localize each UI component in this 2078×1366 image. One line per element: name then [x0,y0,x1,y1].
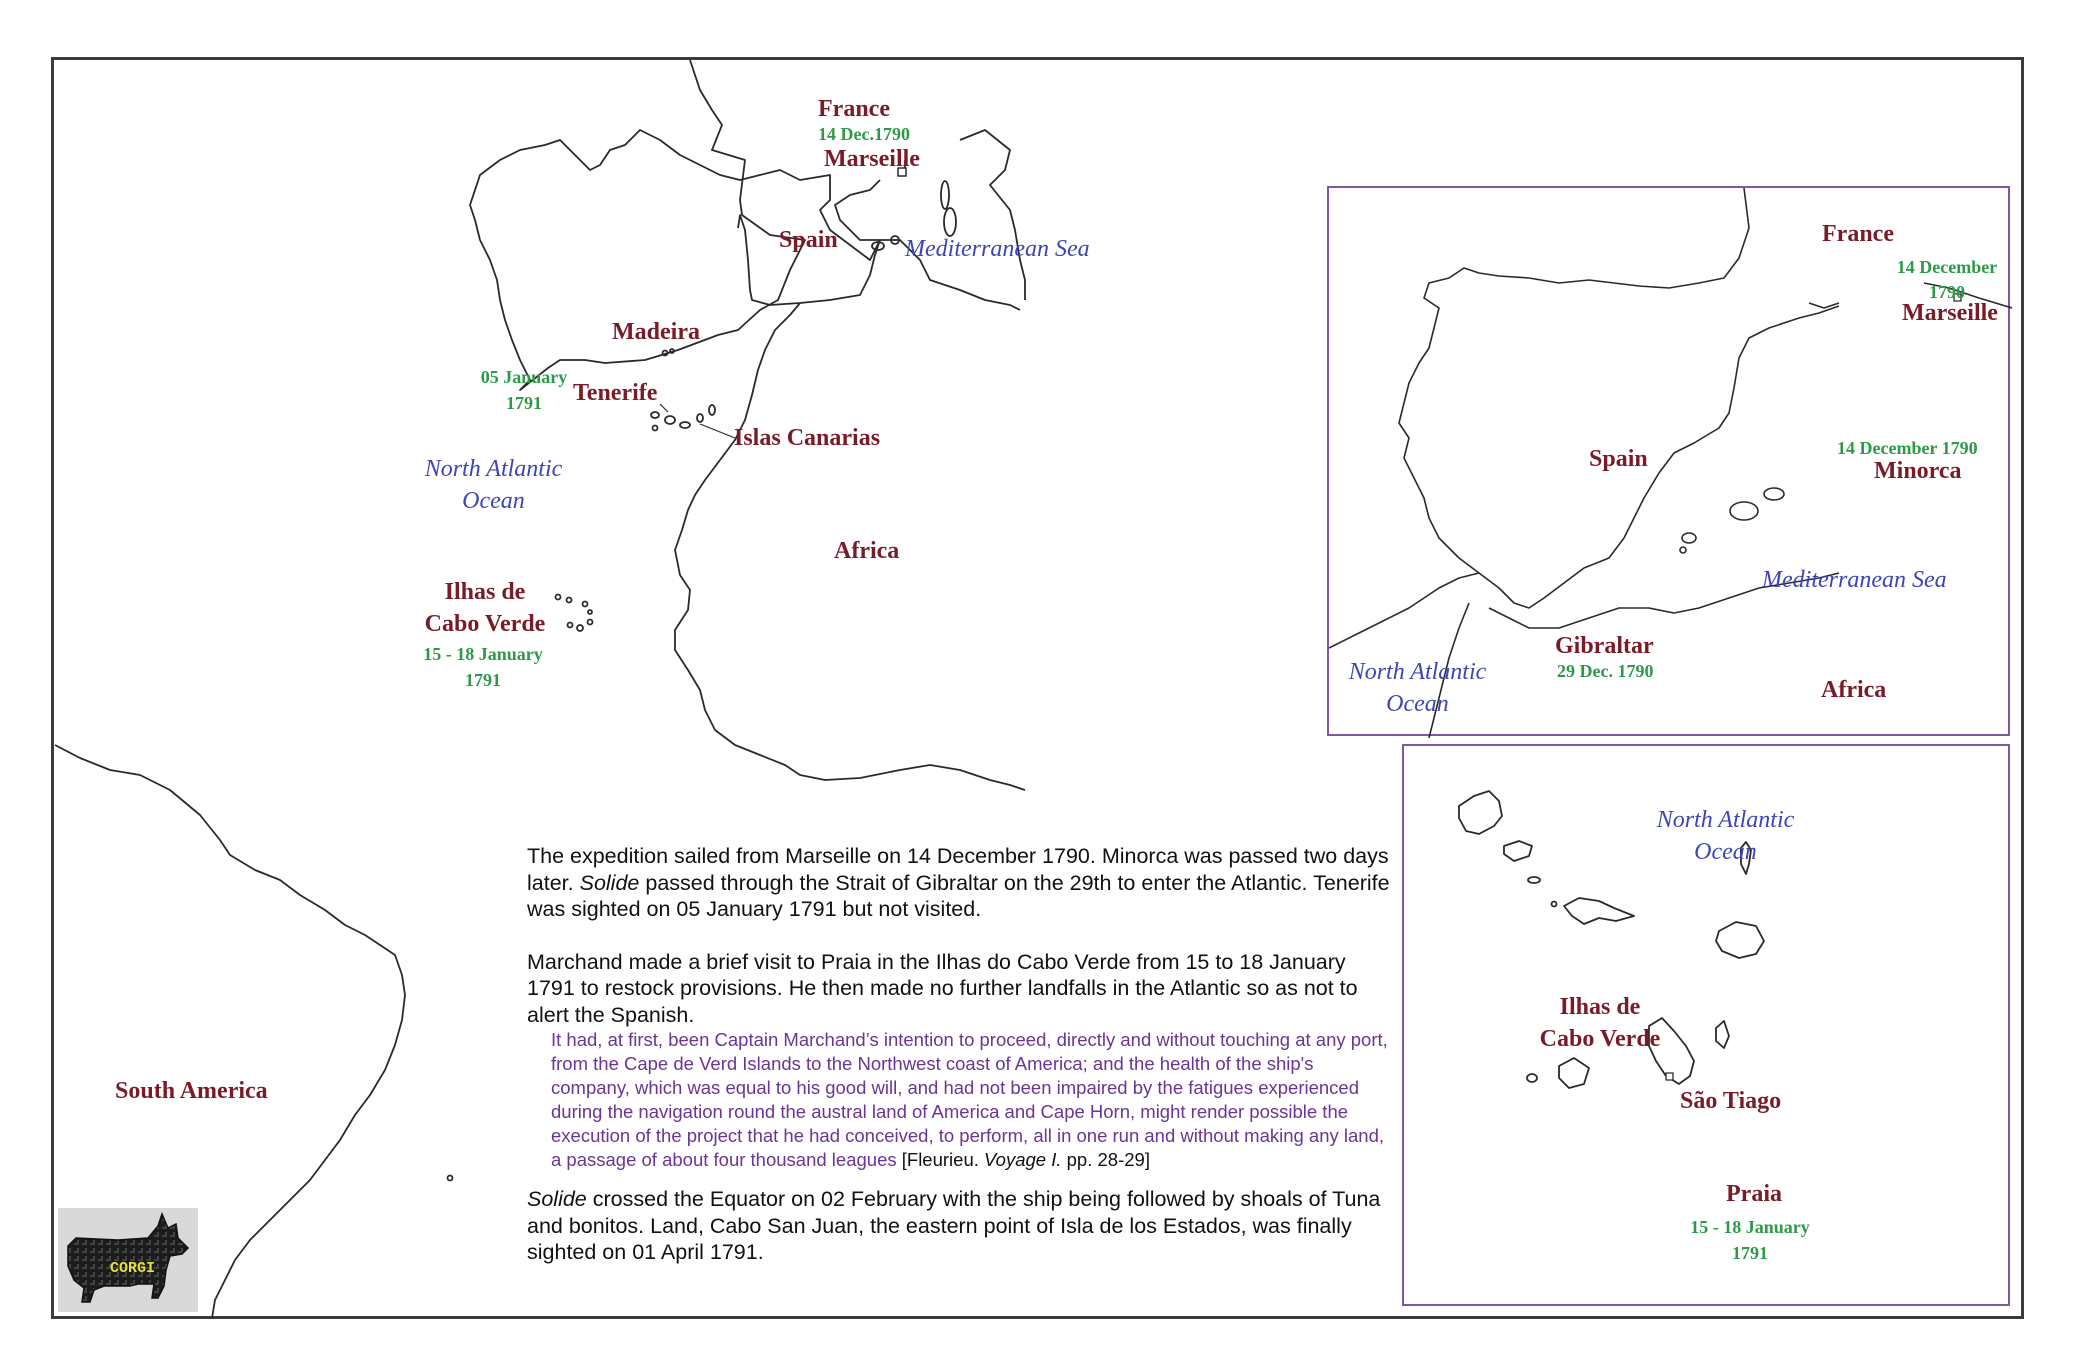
label-north-atlantic-ocean: North Atlantic Ocean [424,456,563,514]
label-islas-canarias: Islas Canarias [734,425,881,451]
logo-text: CORGI [110,1260,156,1277]
brava-island [1527,1074,1537,1082]
cv-label-north-atlantic-ocean: North Atlantic Ocean [1656,807,1795,865]
label-tenerife: Tenerife [573,380,658,406]
label-mediterranean-sea: Mediterranean Sea [905,236,1090,262]
inset-label-marseille: Marseille [1902,300,1998,326]
fleurieu-quote: It had, at first, been Captain Marchand’s intention to proceed, directly and without touching at any port, from the Cape de Verd Islands to the Northwest coast of America; and the health of the ship's company, which was equal to his good will, and had not been impaired by the fatigues experienced during the navigation round the austral land of America and Cape Horn, might render possible the execution of the project that he had conceived, to perform, all in one run and without making any land, a passage of about four thousand leagues [Fleurieu. Voyage I. pp. 28-29] [551,1029,1388,1170]
boa-vista-island [1716,922,1764,958]
fogo-island [1559,1058,1589,1088]
sao-vicente-island [1504,841,1532,861]
santo-antao-island [1459,791,1502,834]
maio-island [1716,1021,1729,1048]
inset-label-gibraltar-date: 29 Dec. 1790 [1557,661,1654,681]
narrative-paragraph-1: The expedition sailed from Marseille on 14 December 1790. Minorca was passed two days later. Solide passed through the Strait of Gibraltar on the 29th to enter the Atlantic. Tenerife was sighted on 05 January 1791 but not visited. [527,844,1390,921]
label-africa: Africa [834,538,900,564]
inset-label-north-atlantic-ocean: North Atlantic Ocean [1348,659,1487,717]
label-france: France [818,96,890,122]
ibiza-island [1682,533,1696,543]
santa-luzia-island [1528,877,1540,883]
narrative-paragraph-3: Solide crossed the Equator on 02 February with the ship being followed by shoals of Tuna and bonitos. Land, Cabo San Juan, the eastern point of Isla de los Estados, was finally sighted on 01 April 1791. [527,1187,1381,1264]
label-spain: Spain [779,227,838,253]
label-tenerife-date: 05 January 1791 [480,367,568,413]
corgi-logo [58,1208,198,1312]
narrative-paragraph-2: Marchand made a brief visit to Praia in the Ilhas do Cabo Verde from 15 to 18 January 1791 to restock provisions. He then made no further landfalls in the Atlantic so as not to alert the Spanish. [527,949,1358,1027]
label-madeira: Madeira [612,319,700,345]
inset-label-spain: Spain [1589,446,1648,472]
label-marseille: Marseille [824,146,920,172]
sao-nicolau-island [1564,898,1634,924]
label-france-date: 14 Dec.1790 [818,124,910,144]
narrative-text [527,843,1397,1266]
inset-label-mediterranean-sea: Mediterranean Sea [1762,567,1947,593]
cv-label-praia: Praia [1726,1181,1782,1207]
mallorca-island [1730,502,1758,520]
inset-label-france: France [1822,221,1894,247]
inset-label-marseille-date: 14 December 1790 [1896,257,1998,302]
inset-label-africa: Africa [1821,677,1887,703]
inset-label-minorca-date: 14 December 1790 [1837,438,1978,458]
inset-label-gibraltar: Gibraltar [1555,633,1654,659]
label-ilhas-de-cabo-verde: Ilhas de Cabo Verde [424,579,546,637]
sardinia-island [944,208,956,236]
corgi-dog-icon [58,1208,198,1312]
minorca-island [1764,488,1784,500]
inset-label-minorca: Minorca [1874,458,1962,484]
corsica-island [941,181,949,209]
canary-island [651,412,659,418]
label-south-america: South America [115,1078,268,1104]
cv-label-ilhas-de-cabo-verde: Ilhas de Cabo Verde [1539,994,1661,1052]
label-cabo-verde-date: 15 - 18 January 1791 [423,644,543,690]
italy-coastline [960,130,1025,300]
cv-label-praia-date: 15 - 18 January 1791 [1690,1217,1810,1263]
europe-africa-coastline [470,60,1020,390]
cv-label-sao-tiago: São Tiago [1680,1088,1782,1114]
